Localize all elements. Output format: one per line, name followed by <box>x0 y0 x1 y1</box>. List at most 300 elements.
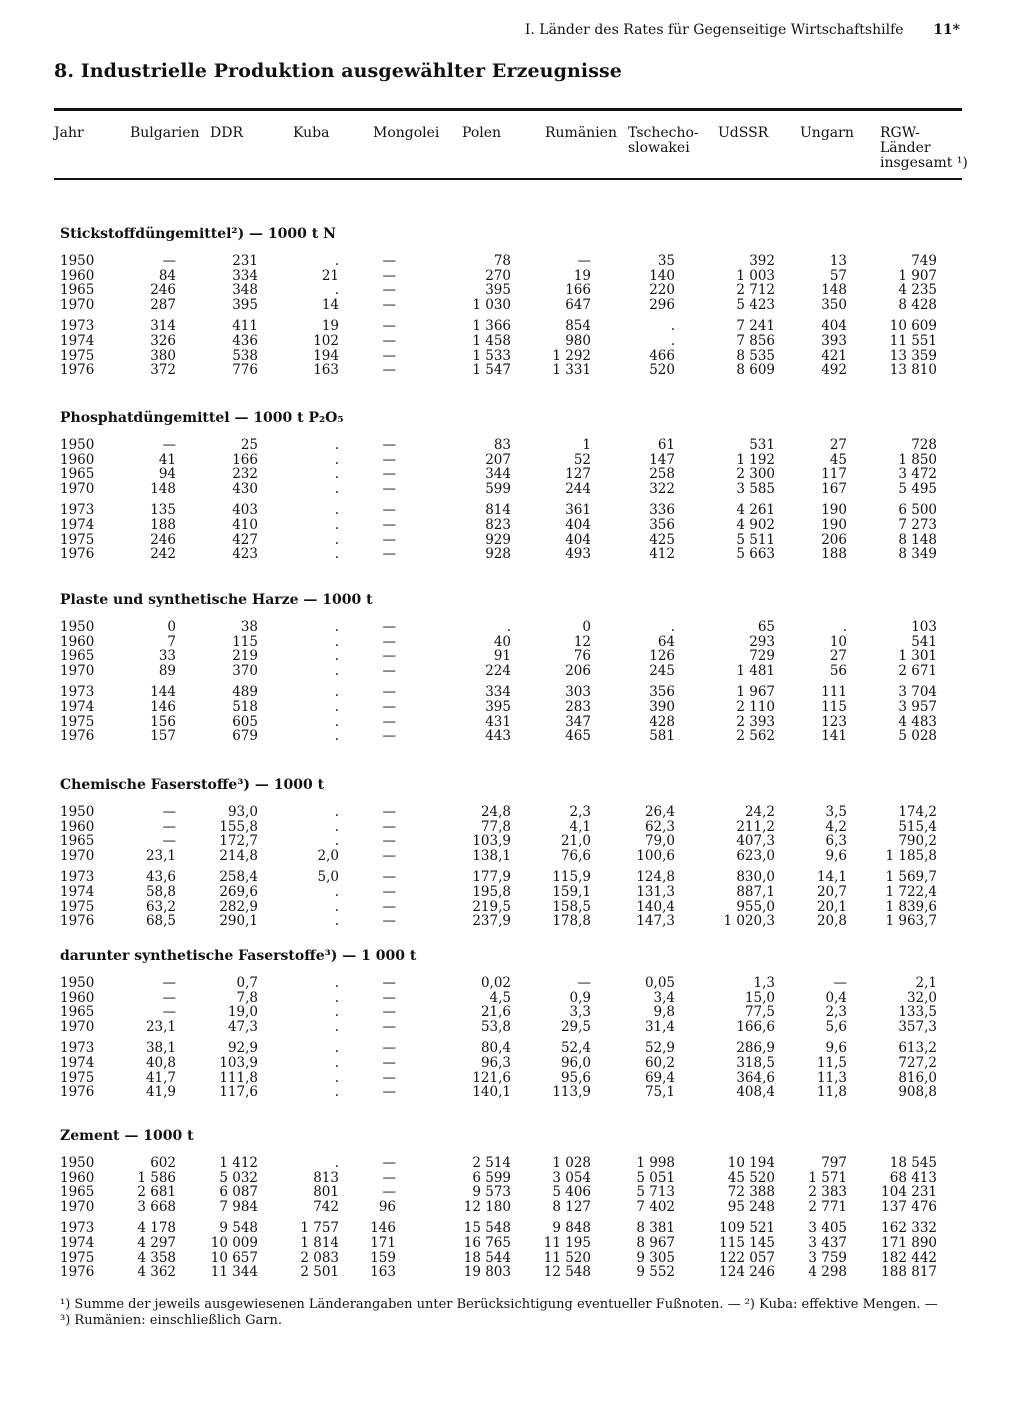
value-cell: 52,9 <box>644 1040 675 1057</box>
value-cell: 581 <box>649 728 675 745</box>
value-cell: — <box>382 1004 396 1021</box>
value-cell: — <box>382 466 396 483</box>
year-cell: 1970 <box>60 662 95 679</box>
value-cell: 157 <box>150 728 176 745</box>
value-cell: 4 902 <box>736 517 775 533</box>
value-cell: 231 <box>232 253 258 269</box>
value-cell: 1 028 <box>552 1155 591 1171</box>
value-cell: 357,3 <box>898 1018 937 1035</box>
column-header: DDR <box>210 125 243 141</box>
value-cell: 65 <box>757 619 775 635</box>
value-cell: . <box>334 546 339 563</box>
value-cell: 117,6 <box>219 1084 258 1101</box>
value-cell: 4 261 <box>736 502 775 519</box>
value-cell: 174,2 <box>898 804 937 820</box>
value-cell: 605 <box>232 713 258 730</box>
value-cell: 742 <box>313 1198 339 1215</box>
year-cell: 1950 <box>60 619 95 635</box>
value-cell: — <box>382 546 396 563</box>
value-cell: 2,0 <box>317 847 339 864</box>
value-cell: — <box>382 437 396 453</box>
value-cell: 541 <box>911 633 937 650</box>
value-cell: 776 <box>232 362 258 379</box>
value-cell: 427 <box>232 531 258 548</box>
value-cell: 2 671 <box>898 662 937 679</box>
value-cell: . <box>334 818 339 835</box>
value-cell: 3 437 <box>808 1235 847 1251</box>
value-cell: 356 <box>649 517 675 533</box>
value-cell: 1 331 <box>552 362 591 379</box>
value-cell: 854 <box>565 318 591 335</box>
section-title: Plaste und synthetische Harze — 1000 t <box>60 592 373 608</box>
value-cell: 6,3 <box>825 833 847 850</box>
value-cell: 19 <box>573 267 591 284</box>
value-cell: 224 <box>485 662 511 679</box>
value-cell: 171 <box>370 1235 396 1251</box>
table-row <box>0 1085 1000 1100</box>
value-cell: — <box>382 847 396 864</box>
value-cell: . <box>334 699 339 715</box>
value-cell: 19,0 <box>227 1004 258 1021</box>
value-cell: 115 <box>821 699 847 715</box>
year-cell: 1974 <box>60 699 95 715</box>
value-cell: 4 235 <box>898 282 937 299</box>
value-cell: — <box>382 619 396 635</box>
value-cell: 404 <box>565 531 591 548</box>
value-cell: — <box>382 1184 396 1201</box>
value-cell: 928 <box>485 546 511 563</box>
value-cell: 623,0 <box>736 847 775 864</box>
year-cell: 1973 <box>60 684 95 701</box>
value-cell: 146 <box>370 1220 396 1237</box>
value-cell: 436 <box>232 333 258 349</box>
value-cell: 188 817 <box>881 1264 937 1281</box>
year-cell: 1950 <box>60 253 95 269</box>
value-cell: 326 <box>150 333 176 349</box>
value-cell: — <box>382 1084 396 1101</box>
table-row <box>0 664 1000 679</box>
value-cell: 3 054 <box>552 1169 591 1186</box>
value-cell: 816,0 <box>898 1069 937 1086</box>
year-cell: 1976 <box>60 728 95 745</box>
value-cell: 95 248 <box>727 1198 775 1215</box>
table-row <box>0 1200 1000 1215</box>
value-cell: 6 599 <box>472 1169 511 1186</box>
value-cell: 246 <box>150 282 176 299</box>
value-cell: 95,6 <box>560 1069 591 1086</box>
value-cell: 10 194 <box>727 1155 775 1171</box>
value-cell: 5,6 <box>825 1018 847 1035</box>
value-cell: — <box>382 451 396 468</box>
value-cell: — <box>382 1040 396 1057</box>
value-cell: 6 500 <box>898 502 937 519</box>
value-cell: 9 573 <box>472 1184 511 1201</box>
value-cell: 3 668 <box>137 1198 176 1215</box>
value-cell: 15,0 <box>744 989 775 1006</box>
value-cell: 115 <box>232 633 258 650</box>
value-cell: 955,0 <box>736 898 775 915</box>
value-cell: 1 192 <box>736 451 775 468</box>
value-cell: — <box>382 296 396 313</box>
value-cell: 443 <box>485 728 511 745</box>
value-cell: 72 388 <box>727 1184 775 1201</box>
value-cell: — <box>162 989 176 1006</box>
value-cell: — <box>162 804 176 820</box>
value-cell: 4 358 <box>137 1249 176 1266</box>
value-cell: 1 301 <box>898 648 937 665</box>
value-cell: 258,4 <box>219 869 258 886</box>
value-cell: 431 <box>485 713 511 730</box>
value-cell: — <box>162 833 176 850</box>
value-cell: 2 383 <box>808 1184 847 1201</box>
value-cell: . <box>334 662 339 679</box>
year-cell: 1960 <box>60 1169 95 1186</box>
column-header: Tschecho- slowakei <box>628 125 699 156</box>
value-cell: 77,8 <box>480 818 511 835</box>
value-cell: 135 <box>150 502 176 519</box>
value-cell: 2 110 <box>736 699 775 715</box>
value-cell: 76 <box>573 648 591 665</box>
value-cell: 727,2 <box>898 1055 937 1071</box>
value-cell: 403 <box>232 502 258 519</box>
header-rule <box>54 178 962 180</box>
year-cell: 1950 <box>60 804 95 820</box>
table-row <box>0 1236 1000 1251</box>
value-cell: . <box>334 517 339 533</box>
table-row <box>0 254 1000 269</box>
value-cell: 9 552 <box>636 1264 675 1281</box>
value-cell: 58,8 <box>145 884 176 900</box>
value-cell: 4 297 <box>137 1235 176 1251</box>
year-cell: 1975 <box>60 898 95 915</box>
value-cell: 1,3 <box>753 975 775 991</box>
value-cell: 104 231 <box>881 1184 937 1201</box>
value-cell: 237,9 <box>472 913 511 930</box>
value-cell: 293 <box>749 633 775 650</box>
value-cell: 10 609 <box>889 318 937 335</box>
value-cell: . <box>334 502 339 519</box>
value-cell: 124 246 <box>719 1264 775 1281</box>
value-cell: 404 <box>821 318 847 335</box>
value-cell: 163 <box>313 362 339 379</box>
value-cell: 356 <box>649 684 675 701</box>
value-cell: 156 <box>150 713 176 730</box>
year-cell: 1970 <box>60 1198 95 1215</box>
value-cell: 52 <box>573 451 591 468</box>
value-cell: — <box>382 989 396 1006</box>
value-cell: 219,5 <box>472 898 511 915</box>
value-cell: 147 <box>649 451 675 468</box>
value-cell: 8 127 <box>552 1198 591 1215</box>
value-cell: . <box>334 1084 339 1101</box>
table-row <box>0 885 1000 900</box>
value-cell: 1 <box>582 437 591 453</box>
year-cell: 1973 <box>60 502 95 519</box>
value-cell: — <box>382 480 396 497</box>
value-cell: 19 803 <box>463 1264 511 1281</box>
value-cell: 138,1 <box>472 847 511 864</box>
value-cell: 2 771 <box>808 1198 847 1215</box>
value-cell: 2 712 <box>736 282 775 299</box>
value-cell: 2,3 <box>569 804 591 820</box>
value-cell: 395 <box>485 282 511 299</box>
value-cell: 190 <box>821 502 847 519</box>
value-cell: 14,1 <box>816 869 847 886</box>
value-cell: 13 810 <box>889 362 937 379</box>
value-cell: 3,3 <box>569 1004 591 1021</box>
value-cell: 729 <box>749 648 775 665</box>
table-row <box>0 438 1000 453</box>
running-head <box>0 22 960 38</box>
value-cell: 1 722,4 <box>885 884 937 900</box>
value-cell: 45 <box>829 451 847 468</box>
value-cell: 140,4 <box>636 898 675 915</box>
year-cell: 1960 <box>60 451 95 468</box>
value-cell: 9 548 <box>219 1220 258 1237</box>
footnote-2: ³) Rumänien: einschließlich Garn. <box>60 1313 282 1328</box>
value-cell: 35 <box>657 253 675 269</box>
value-cell: 421 <box>821 347 847 364</box>
value-cell: 79,0 <box>644 833 675 850</box>
value-cell: 3 405 <box>808 1220 847 1237</box>
table-row <box>0 363 1000 378</box>
value-cell: 1 998 <box>636 1155 675 1171</box>
value-cell: 103 <box>911 619 937 635</box>
section-title: Chemische Faserstoffe³) — 1000 t <box>60 777 325 793</box>
value-cell: 25 <box>240 437 258 453</box>
year-cell: 1976 <box>60 1084 95 1101</box>
value-cell: . <box>334 804 339 820</box>
value-cell: 9,6 <box>825 847 847 864</box>
value-cell: 11 195 <box>543 1235 591 1251</box>
value-cell: 303 <box>565 684 591 701</box>
value-cell: 166 <box>565 282 591 299</box>
value-cell: . <box>334 480 339 497</box>
value-cell: 6 087 <box>219 1184 258 1201</box>
value-cell: 2 514 <box>472 1155 511 1171</box>
value-cell: 8 428 <box>898 296 937 313</box>
value-cell: 11 551 <box>889 333 937 349</box>
value-cell: 83 <box>493 437 511 453</box>
value-cell: 96 <box>378 1198 396 1215</box>
value-cell: 9 305 <box>636 1249 675 1266</box>
value-cell: 155,8 <box>219 818 258 835</box>
value-cell: — <box>162 437 176 453</box>
value-cell: 0,05 <box>644 975 675 991</box>
value-cell: — <box>577 975 591 991</box>
value-cell: 5 423 <box>736 296 775 313</box>
value-cell: 100,6 <box>636 847 675 864</box>
value-cell: 5 713 <box>636 1184 675 1201</box>
value-cell: 144 <box>150 684 176 701</box>
value-cell: 1 569,7 <box>885 869 937 886</box>
year-cell: 1975 <box>60 1249 95 1266</box>
value-cell: 425 <box>649 531 675 548</box>
value-cell: 11,8 <box>816 1084 847 1101</box>
value-cell: 220 <box>649 282 675 299</box>
value-cell: 20,7 <box>816 884 847 900</box>
table-title: 8. Industrielle Produktion ausgewählter Erzeugnisse <box>54 60 622 82</box>
value-cell: 5 406 <box>552 1184 591 1201</box>
year-cell: 1973 <box>60 318 95 335</box>
value-cell: 411 <box>232 318 258 335</box>
value-cell: 1 292 <box>552 347 591 364</box>
value-cell: 103,9 <box>472 833 511 850</box>
value-cell: 121,6 <box>472 1069 511 1086</box>
value-cell: 1 412 <box>219 1155 258 1171</box>
value-cell: 9,6 <box>825 1040 847 1057</box>
value-cell: 336 <box>649 502 675 519</box>
running-head-text: I. Länder des Rates für Gegenseitige Wirtschaftshilfe <box>524 22 904 38</box>
value-cell: 111 <box>821 684 847 701</box>
value-cell: 7,8 <box>236 989 258 1006</box>
value-cell: 647 <box>565 296 591 313</box>
value-cell: — <box>382 362 396 379</box>
value-cell: — <box>382 884 396 900</box>
value-cell: — <box>382 517 396 533</box>
value-cell: . <box>334 1055 339 1071</box>
value-cell: 19 <box>321 318 339 335</box>
value-cell: 62,3 <box>644 818 675 835</box>
value-cell: 27 <box>829 648 847 665</box>
value-cell: 206 <box>821 531 847 548</box>
value-cell: . <box>334 619 339 635</box>
value-cell: 15 548 <box>463 1220 511 1237</box>
value-cell: 117 <box>821 466 847 483</box>
value-cell: 2 681 <box>137 1184 176 1201</box>
value-cell: 602 <box>150 1155 176 1171</box>
value-cell: 493 <box>565 546 591 563</box>
value-cell: 5 051 <box>636 1169 675 1186</box>
value-cell: 96,3 <box>480 1055 511 1071</box>
value-cell: 84 <box>158 267 176 284</box>
table-row <box>0 849 1000 864</box>
year-cell: 1960 <box>60 633 95 650</box>
value-cell: 5 495 <box>898 480 937 497</box>
value-cell: 11 520 <box>543 1249 591 1266</box>
value-cell: 190 <box>821 517 847 533</box>
value-cell: 1 586 <box>137 1169 176 1186</box>
value-cell: — <box>382 347 396 364</box>
value-cell: — <box>382 975 396 991</box>
value-cell: . <box>334 1018 339 1035</box>
section-title: darunter synthetische Faserstoffe³) — 1 000 t <box>60 948 417 964</box>
value-cell: 10 009 <box>210 1235 258 1251</box>
value-cell: 38,1 <box>145 1040 176 1057</box>
value-cell: 1 757 <box>300 1220 339 1237</box>
value-cell: 2 393 <box>736 713 775 730</box>
value-cell: 20,8 <box>816 913 847 930</box>
value-cell: 26,4 <box>644 804 675 820</box>
year-cell: 1970 <box>60 847 95 864</box>
table-row <box>0 1156 1000 1171</box>
value-cell: 13 <box>829 253 847 269</box>
year-cell: 1975 <box>60 531 95 548</box>
year-cell: 1975 <box>60 713 95 730</box>
value-cell: 21,6 <box>480 1004 511 1021</box>
value-cell: 728 <box>911 437 937 453</box>
section-title: Phosphatdüngemittel — 1000 t P₂O₅ <box>60 410 344 426</box>
value-cell: 1 481 <box>736 662 775 679</box>
year-cell: 1960 <box>60 818 95 835</box>
value-cell: . <box>334 713 339 730</box>
value-cell: 929 <box>485 531 511 548</box>
value-cell: 286,9 <box>736 1040 775 1057</box>
value-cell: 147,3 <box>636 913 675 930</box>
value-cell: 41,7 <box>145 1069 176 1086</box>
table-row <box>0 1020 1000 1035</box>
value-cell: 232 <box>232 466 258 483</box>
value-cell: . <box>334 989 339 1006</box>
value-cell: 8 609 <box>736 362 775 379</box>
value-cell: . <box>506 619 511 635</box>
table-row <box>0 834 1000 849</box>
value-cell: — <box>382 318 396 335</box>
value-cell: 12 548 <box>543 1264 591 1281</box>
value-cell: 7 402 <box>636 1198 675 1215</box>
value-cell: 908,8 <box>898 1084 937 1101</box>
value-cell: 0,4 <box>825 989 847 1006</box>
value-cell: 3 585 <box>736 480 775 497</box>
value-cell: 322 <box>649 480 675 497</box>
value-cell: 4,5 <box>489 989 511 1006</box>
value-cell: . <box>334 1004 339 1021</box>
value-cell: 2 501 <box>300 1264 339 1281</box>
value-cell: 1 907 <box>898 267 937 284</box>
column-header: Bulgarien <box>130 125 200 141</box>
value-cell: 830,0 <box>736 869 775 886</box>
value-cell: 78 <box>493 253 511 269</box>
value-cell: 334 <box>485 684 511 701</box>
column-header: Rumänien <box>545 125 617 141</box>
value-cell: 21,0 <box>560 833 591 850</box>
value-cell: 1 850 <box>898 451 937 468</box>
year-cell: 1965 <box>60 648 95 665</box>
value-cell: . <box>334 833 339 850</box>
value-cell: — <box>382 684 396 701</box>
table-row <box>0 482 1000 497</box>
value-cell: 69,4 <box>644 1069 675 1086</box>
value-cell: 7 856 <box>736 333 775 349</box>
value-cell: 489 <box>232 684 258 701</box>
value-cell: — <box>382 728 396 745</box>
value-cell: — <box>382 282 396 299</box>
value-cell: — <box>382 913 396 930</box>
value-cell: 127 <box>565 466 591 483</box>
year-cell: 1973 <box>60 1040 95 1057</box>
value-cell: 92,9 <box>227 1040 258 1057</box>
value-cell: — <box>382 648 396 665</box>
value-cell: — <box>382 804 396 820</box>
year-cell: 1950 <box>60 437 95 453</box>
column-header: UdSSR <box>718 125 769 141</box>
value-cell: 350 <box>821 296 847 313</box>
year-cell: 1970 <box>60 480 95 497</box>
year-cell: 1973 <box>60 869 95 886</box>
value-cell: 334 <box>232 267 258 284</box>
value-cell: 4,1 <box>569 818 591 835</box>
value-cell: 33 <box>158 648 176 665</box>
value-cell: 9,8 <box>653 1004 675 1021</box>
value-cell: 4 298 <box>808 1264 847 1281</box>
value-cell: . <box>670 318 675 335</box>
value-cell: 8 967 <box>636 1235 675 1251</box>
year-cell: 1974 <box>60 1235 95 1251</box>
value-cell: 5 663 <box>736 546 775 563</box>
value-cell: 0 <box>582 619 591 635</box>
value-cell: 38 <box>240 619 258 635</box>
value-cell: . <box>334 884 339 900</box>
